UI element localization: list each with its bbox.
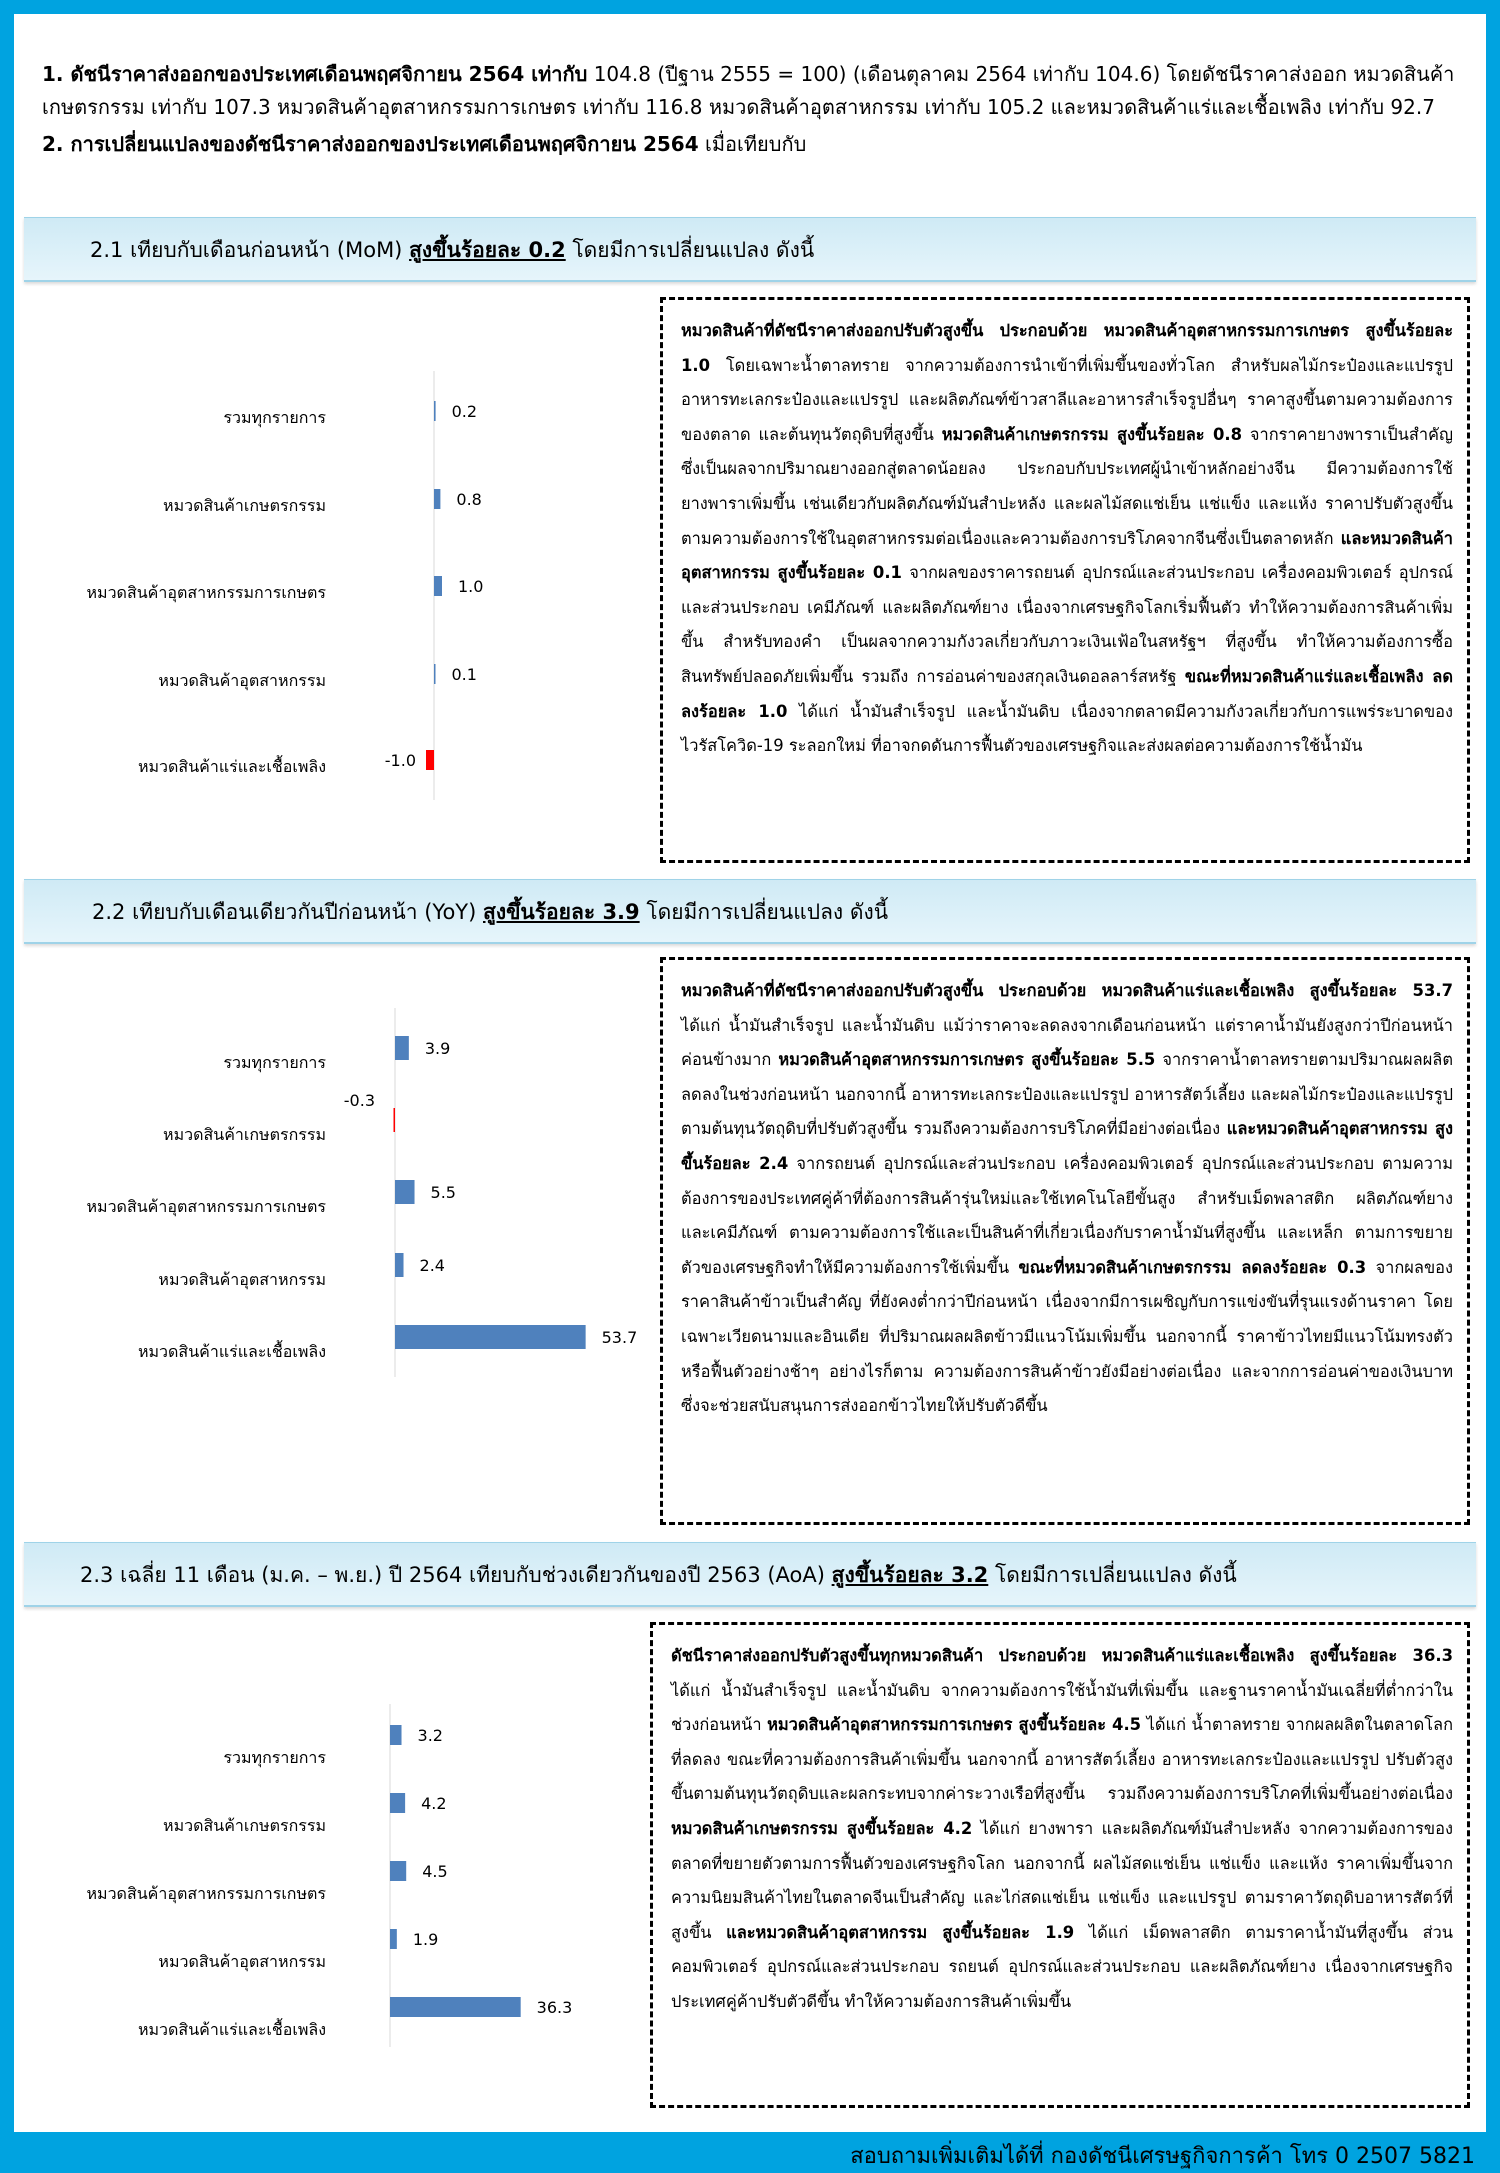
value-label: 3.2 xyxy=(417,1726,443,1745)
intro-2-bold: 2. การเปลี่ยนแปลงของดัชนีราคาส่งออกของประเทศเดือนพฤศจิกายน 2564 xyxy=(42,132,699,156)
bar xyxy=(394,1108,396,1132)
category-label: หมวดสินค้าแร่และเชื้อเพลิง xyxy=(137,2020,326,2039)
chart-aoa xyxy=(14,1704,654,2104)
category-label: หมวดสินค้าอุตสาหกรรม xyxy=(158,671,326,690)
intro-paragraph-1 xyxy=(42,58,1472,124)
section-title-yoy: 2.2 เทียบกับเดือนเดียวกันปีก่อนหน้า (YoY) สูงขึ้นร้อยละ 3.9 โดยมีการเปลี่ยนแปลง ดังนี้ xyxy=(92,900,889,924)
value-label: 0.2 xyxy=(451,402,478,421)
bar xyxy=(390,1725,402,1745)
bar xyxy=(395,1253,404,1277)
category-label: หมวดสินค้าอุตสาหกรรมการเกษตร xyxy=(86,583,326,602)
category-label: รวมทุกรายการ xyxy=(223,1053,326,1072)
section-banner-mom xyxy=(24,217,1476,282)
value-label: 2.4 xyxy=(419,1256,445,1275)
category-label: หมวดสินค้าเกษตรกรรม xyxy=(163,1816,326,1835)
value-label: 1.9 xyxy=(412,1930,439,1949)
category-label: หมวดสินค้าแร่และเชื้อเพลิง xyxy=(137,757,326,776)
bar xyxy=(434,576,442,596)
text-aoa: ดัชนีราคาส่งออกปรับตัวสูงขึ้นทุกหมวดสินค้า ประกอบด้วย หมวดสินค้าแร่และเชื้อเพลิง สูงขึ้นร้อยละ 36.3 ได้แก่ น้ำมันสำเร็จรูป และน้ำมันดิบ จากความต้องการใช้น้ำมันที่เพิ่มขึ้น และฐานราคาน้ำมันเฉลี่ยที่ต่ำกว่าในช่วงก่อนหน้า หมวดสินค้าอุตสาหกรรมการเกษตร สูงขึ้นร้อยละ 4.5 ได้แก่ น้ำตาลทราย จากผลผลิตในตลาดโลกที่ลดลง ขณะที่ความต้องการสินค้าเพิ่มขึ้น นอกจากนี้ อาหารสัตว์เลี้ยง อาหารทะเลกระป๋องและแปรรูป ปรับตัวสูงขึ้นตามต้นทุนวัตถุดิบและผลกระทบจากค่าระวางเรือที่สูงขึ้น รวมถึงความต้องการบริโภคที่เพิ่มขึ้นอย่างต่อเนื่อง หมวดสินค้าเกษตรกรรม สูงขึ้นร้อยละ 4.2 ได้แก่ ยางพารา และผลิตภัณฑ์มันสำปะหลัง จากความต้องการของตลาดที่ขยายตัวตามการฟื้นตัวของเศรษฐกิจโลก นอกจากนี้ ผลไม้สดแช่เย็น แช่แข็ง และแห้ง ราคาเพิ่มขึ้นจากความนิยมสินค้าไทยในตลาดจีนเป็นสำคัญ และไก่สดแช่เย็น แช่แข็ง และแปรรูป ตามราคาวัตถุดิบอาหารสัตว์ที่สูงขึ้น และหมวดสินค้าอุตสาหกรรม สูงขึ้นร้อยละ 1.9 ได้แก่ เม็ดพลาสติก ตามราคาน้ำมันที่สูงขึ้น ส่วนคอมพิวเตอร์ อุปกรณ์และส่วนประกอบ รถยนต์ อุปกรณ์และส่วนประกอบ และผลิตภัณฑ์ยาง เนื่องจากเศรษฐกิจประเทศคู่ค้าปรับตัวดีขึ้น ทำให้ความต้องการสินค้าเพิ่มขึ้น xyxy=(671,1646,1453,2011)
bar xyxy=(395,1180,415,1204)
category-label: หมวดสินค้าอุตสาหกรรมการเกษตร xyxy=(86,1197,326,1216)
category-label: หมวดสินค้าแร่และเชื้อเพลิง xyxy=(137,1342,326,1361)
text-box-aoa xyxy=(650,1622,1470,2108)
value-label: 3.9 xyxy=(424,1039,451,1058)
value-label: 0.1 xyxy=(451,665,477,684)
value-label: 0.8 xyxy=(456,490,482,509)
intro-2-text: เมื่อเทียบกับ xyxy=(698,132,807,156)
chart-yoy xyxy=(14,1004,654,1414)
value-label: 1.0 xyxy=(458,577,484,596)
text-box-yoy xyxy=(660,957,1470,1525)
bar xyxy=(390,1793,405,1813)
bar xyxy=(390,1997,521,2017)
value-label: 36.3 xyxy=(536,1998,573,2017)
bar xyxy=(434,489,440,509)
category-label: หมวดสินค้าอุตสาหกรรม xyxy=(158,1952,326,1971)
intro-text xyxy=(42,58,1472,161)
category-label: รวมทุกรายการ xyxy=(223,1748,326,1767)
category-label: รวมทุกรายการ xyxy=(223,408,326,427)
intro-1-bold: 1. ดัชนีราคาส่งออกของประเทศเดือนพฤศจิกายน 2564 เท่ากับ xyxy=(42,62,588,86)
category-label: หมวดสินค้าอุตสาหกรรมการเกษตร xyxy=(86,1884,326,1903)
value-label: 53.7 xyxy=(601,1328,638,1347)
section-banner-yoy xyxy=(24,879,1476,944)
text-box-mom xyxy=(660,297,1470,863)
bar xyxy=(426,750,434,770)
text-mom: หมวดสินค้าที่ดัชนีราคาส่งออกปรับตัวสูงขึ้น ประกอบด้วย หมวดสินค้าอุตสาหกรรมการเกษตร สูงขึ้นร้อยละ 1.0 โดยเฉพาะน้ำตาลทราย จากความต้องการนำเข้าที่เพิ่มขึ้นของทั่วโลก สำหรับผลไม้กระป๋องและแปรรูป อาหารทะเลกระป๋องและแปรรูป และผลิตภัณฑ์ข้าวสาลีและอาหารสำเร็จรูปอื่นๆ ราคาสูงขึ้นตามความต้องการของตลาด และต้นทุนวัตถุดิบที่สูงขึ้น หมวดสินค้าเกษตรกรรม สูงขึ้นร้อยละ 0.8 จากราคายางพาราเป็นสำคัญ ซึ่งเป็นผลจากปริมาณยางออกสู่ตลาดน้อยลง ประกอบกับประเทศผู้นำเข้าหลักอย่างจีน มีความต้องการใช้ยางพาราเพิ่มขึ้น เช่นเดียวกับผลิตภัณฑ์มันสำปะหลัง และผลไม้สดแช่เย็น แช่แข็ง และแห้ง ราคาปรับตัวสูงขึ้นตามความต้องการใช้ในอุตสาหกรรมต่อเนื่องและความต้องการบริโภคจากจีนซึ่งเป็นตลาดหลัก และหมวดสินค้าอุตสาหกรรม สูงขึ้นร้อยละ 0.1 จากผลของราคารถยนต์ อุปกรณ์และส่วนประกอบ เครื่องคอมพิวเตอร์ อุปกรณ์และส่วนประกอบ เคมีภัณฑ์ และผลิตภัณฑ์ยาง เนื่องจากเศรษฐกิจโลกเริ่มฟื้นตัว ทำให้ความต้องการสินค้าเพิ่มขึ้น สำหรับทองคำ เป็นผลจากความกังวลเกี่ยวกับภาวะเงินเฟ้อในสหรัฐฯ ที่สูงขึ้น ทำให้ความต้องการซื้อสินทรัพย์ปลอดภัยเพิ่มขึ้น รวมถึง การอ่อนค่าของสกุลเงินดอลลาร์สหรัฐ ขณะที่หมวดสินค้าแร่และเชื้อเพลิง ลดลงร้อยละ 1.0 ได้แก่ น้ำมันสำเร็จรูป และน้ำมันดิบ เนื่องจากตลาดมีความกังวลเกี่ยวกับการแพร่ระบาดของไวรัสโควิด-19 ระลอกใหม่ ที่อาจกดดันการฟื้นตัวของเศรษฐกิจและส่งผลต่อความต้องการใช้น้ำมัน xyxy=(681,321,1453,756)
bar xyxy=(390,1861,406,1881)
footer-contact: สอบถามเพิ่มเติมได้ที่ กองดัชนีเศรษฐกิจการค้า โทร 0 2507 5821 xyxy=(850,2144,1475,2169)
value-label: 5.5 xyxy=(430,1183,456,1202)
bar xyxy=(434,401,436,421)
section-title-mom: 2.1 เทียบกับเดือนก่อนหน้า (MoM) สูงขึ้นร้อยละ 0.2 โดยมีการเปลี่ยนแปลง ดังนี้ xyxy=(90,238,815,262)
bar xyxy=(395,1036,409,1060)
page xyxy=(14,14,1486,2132)
intro-1-text: 104.8 (ปีฐาน 2555 = 100) (เดือนตุลาคม 2564 เท่ากับ 104.6) โดยดัชนีราคาส่งออก หมวดสินค้าเกษตรกรรม เท่ากับ 107.3 หมวดสินค้าอุตสาหกรรมการเกษตร เท่ากับ 116.8 หมวดสินค้าอุตสาหกรรม เท่ากับ 105.2 และหมวดสินค้าแร่และเชื้อเพลิง เท่ากับ 92.7 xyxy=(42,62,1455,119)
section-title-aoa: 2.3 เฉลี่ย 11 เดือน (ม.ค. – พ.ย.) ปี 2564 เทียบกับช่วงเดียวกันของปี 2563 (AoA) สูงขึ้นร้อยละ 3.2 โดยมีการเปลี่ยนแปลง ดังนี้ xyxy=(80,1563,1237,1587)
value-label: 4.2 xyxy=(421,1794,447,1813)
value-label: -0.3 xyxy=(343,1091,375,1110)
bar xyxy=(395,1325,586,1349)
category-label: หมวดสินค้าเกษตรกรรม xyxy=(163,496,326,515)
intro-paragraph-2 xyxy=(42,128,1472,161)
text-yoy: หมวดสินค้าที่ดัชนีราคาส่งออกปรับตัวสูงขึ้น ประกอบด้วย หมวดสินค้าแร่และเชื้อเพลิง สูงขึ้นร้อยละ 53.7 ได้แก่ น้ำมันสำเร็จรูป และน้ำมันดิบ แม้ว่าราคาจะลดลงจากเดือนก่อนหน้า แต่ราคาน้ำมันยังสูงกว่าปีก่อนหน้าค่อนข้างมาก หมวดสินค้าอุตสาหกรรมการเกษตร สูงขึ้นร้อยละ 5.5 จากราคาน้ำตาลทรายตามปริมาณผลผลิตลดลงในช่วงก่อนหน้า นอกจากนี้ อาหารทะเลกระป๋องและแปรรูป อาหารสัตว์เลี้ยง และผลไม้กระป๋องและแปรรูป ตามต้นทุนวัตถุดิบที่ปรับตัวสูงขึ้น รวมถึงความต้องการบริโภคที่มีอย่างต่อเนื่อง และหมวดสินค้าอุตสาหกรรม สูงขึ้นร้อยละ 2.4 จากรถยนต์ อุปกรณ์และส่วนประกอบ เครื่องคอมพิวเตอร์ อุปกรณ์และส่วนประกอบ ตามความต้องการของประเทศคู่ค้าที่ต้องการสินค้ารุ่นใหม่และใช้เทคโนโลยีขั้นสูง สำหรับเม็ดพลาสติก ผลิตภัณฑ์ยาง และเคมีภัณฑ์ ตามความต้องการใช้และเป็นสินค้าที่เกี่ยวเนื่องกับราคาน้ำมันที่สูงขึ้น และเหล็ก ตามการขยายตัวของเศรษฐกิจทำให้มีความต้องการใช้เพิ่มขึ้น ขณะที่หมวดสินค้าเกษตรกรรม ลดลงร้อยละ 0.3 จากผลของราคาสินค้าข้าวเป็นสำคัญ ที่ยังคงต่ำกว่าปีก่อนหน้า เนื่องจากมีการเผชิญกับการแข่งขันที่รุนแรงด้านราคา โดยเฉพาะเวียดนามและอินเดีย ที่ปริมาณผลผลิตข้าวมีแนวโน้มเพิ่มขึ้น นอกจากนี้ ราคาข้าวไทยมีแนวโน้มทรงตัว หรือฟื้นตัวอย่างช้าๆ อย่างไรก็ตาม ความต้องการสินค้าข้าวยังมีอย่างต่อเนื่อง และจากการอ่อนค่าของเงินบาท ซึ่งจะช่วยสนับสนุนการส่งออกข้าวไทยให้ปรับตัวดีขึ้น xyxy=(681,981,1454,1416)
value-label: -1.0 xyxy=(384,751,416,770)
value-label: 4.5 xyxy=(422,1862,448,1881)
section-banner-aoa xyxy=(24,1542,1476,1607)
category-label: หมวดสินค้าอุตสาหกรรม xyxy=(158,1270,326,1289)
category-label: หมวดสินค้าเกษตรกรรม xyxy=(163,1125,326,1144)
bar xyxy=(390,1929,397,1949)
bar xyxy=(434,664,436,684)
chart-mom xyxy=(14,314,654,814)
